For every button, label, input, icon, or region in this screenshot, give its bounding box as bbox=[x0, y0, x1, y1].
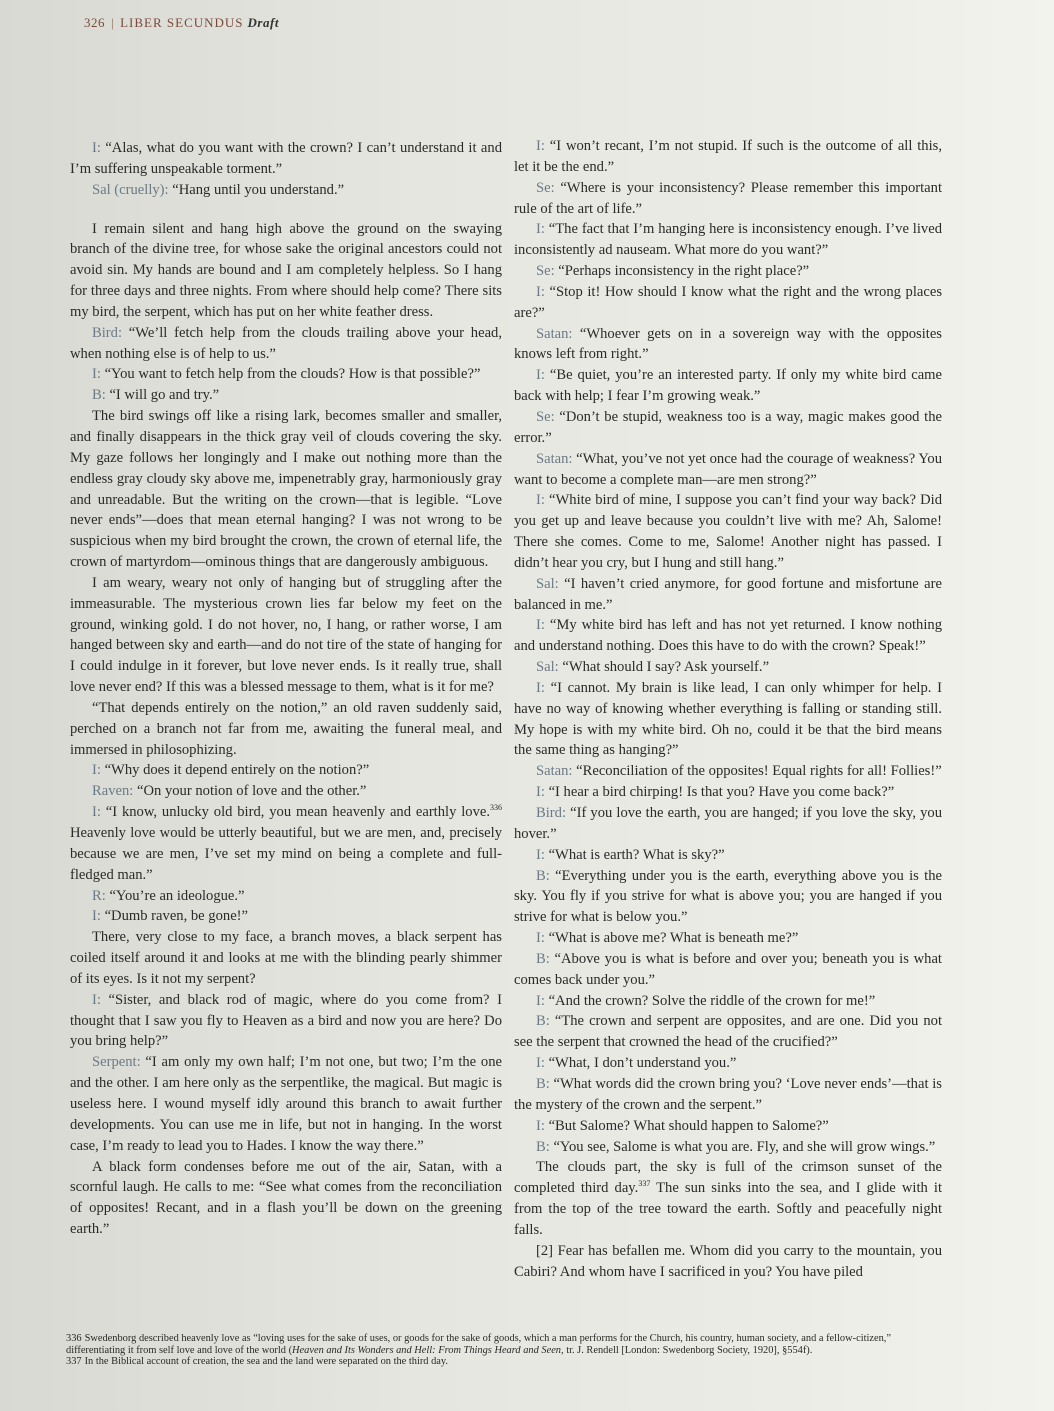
paragraph bbox=[514, 928, 942, 949]
paragraph-text: “We’ll fetch help from the clouds trailing above your head, when nothing else is of help to us.” bbox=[70, 324, 502, 362]
speaker-label: B: bbox=[92, 387, 106, 404]
paragraph-text: The clouds part, the sky is full of the crimson sunset of the completed third day. bbox=[514, 1159, 942, 1197]
speaker-label: B: bbox=[536, 1013, 550, 1030]
speaker-label: B: bbox=[536, 867, 550, 884]
paragraph bbox=[514, 761, 942, 782]
paragraph bbox=[514, 657, 942, 678]
paragraph-text: “Stop it! How should I know what the right and the wrong places are?” bbox=[514, 283, 942, 321]
paragraph bbox=[514, 574, 942, 616]
paragraph bbox=[514, 261, 942, 282]
paragraph-text: I remain silent and hang high above the ground on the swaying branch of the divine tree, for whose sake the original ancestors could not avoid sin. My hands are bound and I am completely helpless. So I hang for three days and three nights. From where should help come? There sits my bird, the serpent, which has put on her white feather dress. bbox=[70, 220, 502, 320]
paragraph bbox=[70, 990, 502, 1053]
paragraph-text: There, very close to my face, a branch moves, a black serpent has coiled itself around it and looks at me with the blinding pearly shimmer of its eyes. Is it not my serpent? bbox=[70, 929, 502, 987]
footnote-reference: 336 bbox=[490, 803, 502, 813]
speaker-label: I: bbox=[92, 762, 101, 779]
paragraph-text: “Perhaps inconsistency in the right place?” bbox=[554, 263, 810, 280]
paragraph bbox=[514, 866, 942, 929]
speaker-label: I: bbox=[536, 1055, 545, 1072]
paragraph-text: “The fact that I’m hanging here is inconsistency enough. I’ve lived inconsistently ad nauseam. What more do you want?” bbox=[514, 221, 942, 259]
speaker-label: B: bbox=[536, 1075, 550, 1092]
draft-label: Draft bbox=[247, 15, 279, 30]
footnote-text: Swedenborg described heavenly love as “loving uses for the sake of uses, or goods for the sake of goods, which a man performs for the Church, his country, human society, and a fellow-citizen,” differentiating it from self love and love of the world ( bbox=[66, 1333, 891, 1356]
paragraph-text: “What should I say? Ask yourself.” bbox=[558, 659, 770, 676]
footnote-book-title: Heaven and Its Wonders and Hell: From Things Heard and Seen bbox=[292, 1344, 561, 1356]
paragraph-text: “But Salome? What should happen to Salome?” bbox=[544, 1117, 829, 1134]
paragraph-text: “What is above me? What is beneath me?” bbox=[544, 930, 799, 947]
paragraph bbox=[514, 845, 942, 866]
speaker-label: Sal: bbox=[536, 575, 559, 592]
paragraph bbox=[70, 406, 502, 573]
speaker-label: B: bbox=[536, 950, 550, 967]
paragraph bbox=[70, 573, 502, 698]
speaker-label: I: bbox=[536, 679, 545, 696]
speaker-label: I: bbox=[536, 492, 545, 509]
paragraph-text: “What words did the crown bring you? ‘Love never ends’—that is the mystery of the crown and the serpent.” bbox=[514, 1075, 942, 1113]
paragraph bbox=[70, 906, 502, 927]
paragraph bbox=[514, 365, 942, 407]
paragraph-text: [2] Fear has befallen me. Whom did you carry to the mountain, you Cabiri? And whom have I sacrificed in you? You have piled bbox=[514, 1242, 942, 1280]
paragraph-text: “What, I don’t understand you.” bbox=[544, 1055, 737, 1072]
paragraph-text: “Everything under you is the earth, everything above you is the sky. You fly if you strive for what is above you; you are hanged if you strive for what is below you.” bbox=[514, 867, 942, 926]
paragraph-text: “Above you is what is before and over you; beneath you is what comes back under you.” bbox=[514, 950, 942, 988]
speaker-label: I: bbox=[536, 1117, 545, 1134]
footnote-number: 337 bbox=[66, 1356, 82, 1367]
paragraph-text: “You see, Salome is what you are. Fly, and she will grow wings.” bbox=[549, 1138, 936, 1155]
footnote-336 bbox=[66, 1333, 946, 1356]
paragraph bbox=[514, 1137, 942, 1158]
paragraph bbox=[70, 1157, 502, 1240]
book-title: LIBER SECUNDUS bbox=[120, 15, 244, 30]
speaker-label: I: bbox=[92, 140, 101, 156]
speaker-label: I: bbox=[536, 617, 545, 634]
speaker-label: Satan: bbox=[536, 763, 573, 780]
paragraph bbox=[514, 1241, 942, 1283]
paragraph-text: “I know, unlucky old bird, you mean heavenly and earthly love. bbox=[100, 804, 490, 821]
paragraph-text: “Dumb raven, be gone!” bbox=[100, 908, 249, 925]
paragraph bbox=[514, 1116, 942, 1137]
paragraph-text: “Alas, what do you want with the crown? I can’t understand it and I’m suffering unspeakable torment.” bbox=[70, 140, 502, 177]
paragraph bbox=[514, 803, 942, 845]
paragraph-text: “You want to fetch help from the clouds? How is that possible?” bbox=[100, 366, 481, 383]
speaker-label: I: bbox=[536, 784, 545, 801]
paragraph bbox=[514, 407, 942, 449]
paragraph bbox=[70, 219, 502, 323]
speaker-label: Raven: bbox=[92, 783, 134, 800]
right-text-column bbox=[514, 136, 942, 1282]
paragraph bbox=[514, 1157, 942, 1240]
paragraph-text: A black form condenses before me out of the air, Satan, with a scornful laugh. He calls to me: “See what comes from the reconciliation of opposites! Recant, and in a flash you’ll be down on the greening earth.” bbox=[70, 1158, 502, 1238]
paragraph bbox=[514, 282, 942, 324]
speaker-label: I: bbox=[536, 221, 545, 238]
paragraph bbox=[70, 138, 502, 180]
speaker-label: Serpent: bbox=[92, 1054, 141, 1071]
paragraph bbox=[514, 136, 942, 178]
paragraph-text: “Where is your inconsistency? Please remember this important rule of the art of life.” bbox=[514, 179, 942, 217]
speaker-label: Bird: bbox=[536, 805, 566, 821]
speaker-label: R: bbox=[92, 887, 106, 904]
paragraph-text: “I won’t recant, I’m not stupid. If such is the outcome of all this, let it be the end.” bbox=[514, 138, 942, 175]
speaker-label: Se: bbox=[536, 408, 555, 425]
speaker-label: I: bbox=[536, 283, 545, 300]
paragraph bbox=[514, 324, 942, 366]
footnotes bbox=[66, 1333, 946, 1368]
left-text-column bbox=[70, 138, 502, 1240]
footnote-reference: 337 bbox=[638, 1179, 651, 1189]
paragraph-text: “The crown and serpent are opposites, and are one. Did you not see the serpent that crowned the head of the crucified?” bbox=[514, 1013, 942, 1051]
speaker-label: Sal (cruelly): bbox=[92, 181, 169, 198]
paragraph-text-cont: The sun sinks into the sea, and I glide with it from the top of the tree toward the earth. Softly and peacefully night falls. bbox=[514, 1180, 942, 1238]
paragraph bbox=[70, 385, 502, 406]
paragraph-text: “Hang until you understand.” bbox=[168, 181, 345, 198]
paragraph bbox=[70, 802, 502, 885]
speaker-label: Satan: bbox=[536, 325, 573, 342]
speaker-label: I: bbox=[536, 138, 545, 154]
paragraph-text-cont: Heavenly love would be utterly beautiful, but we are men, and, precisely because we are men, I’ve set my mind on being a complete and full-fledged man.” bbox=[70, 825, 502, 883]
paragraph-text: “On your notion of love and the other.” bbox=[133, 783, 367, 800]
speaker-label: Se: bbox=[536, 179, 555, 196]
paragraph-text: “I will go and try.” bbox=[105, 387, 220, 404]
speaker-label: I: bbox=[536, 846, 545, 863]
paragraph-text: “White bird of mine, I suppose you can’t find your way back? Did you get up and leave because you couldn’t live with me? Ah, Salome! There she comes. Come to me, Salome! Another night has passed. I didn’t hear you cry, but I hung and still hang.” bbox=[514, 492, 942, 571]
paragraph-text: “And the crown? Solve the riddle of the crown for me!” bbox=[544, 992, 876, 1009]
speaker-label: I: bbox=[92, 991, 101, 1008]
paragraph bbox=[70, 760, 502, 781]
paragraph-text: “Be quiet, you’re an interested party. If only my white bird came back with help; I fear I’m growing weak.” bbox=[514, 367, 942, 405]
page-number: 326 bbox=[84, 15, 105, 30]
paragraph-text: “I haven’t cried anymore, for good fortune and misfortune are balanced in me.” bbox=[514, 575, 942, 613]
speaker-label: Satan: bbox=[536, 450, 573, 467]
paragraph-text: “That depends entirely on the notion,” an old raven suddenly said, perched on a branch not far from me, awaiting the funeral meal, and immersed in philosophizing. bbox=[70, 699, 502, 758]
paragraph bbox=[514, 949, 942, 991]
paragraph bbox=[70, 323, 502, 365]
paragraph bbox=[70, 927, 502, 990]
paragraph bbox=[70, 1052, 502, 1156]
paragraph-text: “You’re an ideologue.” bbox=[105, 887, 245, 904]
header-separator: | bbox=[111, 15, 115, 30]
paragraph bbox=[514, 219, 942, 261]
paragraph-text: “I am only my own half; I’m not one, but two; I’m the one and the other. I am here only as the serpentlike, the magical. But magic is useless here. I wound myself idly around this branch to await further developments. You can use me in life, but not in hanging. In the worst case, I’m ready to lead you to Hades. I know the way there.” bbox=[70, 1054, 502, 1154]
paragraph bbox=[70, 364, 502, 385]
speaker-label: B: bbox=[536, 1138, 550, 1155]
paragraph bbox=[514, 178, 942, 220]
footnote-337 bbox=[66, 1356, 946, 1368]
paragraph-text: “My white bird has left and has not yet returned. I know nothing and understand nothing. Does this have to do with the crown? Speak!” bbox=[514, 617, 942, 655]
speaker-label: I: bbox=[92, 804, 101, 821]
paragraph-text: “What is earth? What is sky?” bbox=[544, 846, 725, 863]
paragraph bbox=[514, 449, 942, 491]
footnote-text: In the Biblical account of creation, the sea and the land were separated on the third day. bbox=[84, 1356, 449, 1367]
speaker-label: I: bbox=[536, 992, 545, 1009]
paragraph-text: “Reconciliation of the opposites! Equal rights for all! Follies!” bbox=[572, 763, 942, 780]
speaker-label: I: bbox=[536, 367, 545, 384]
paragraph-text: “Why does it depend entirely on the notion?” bbox=[100, 762, 370, 779]
paragraph bbox=[514, 615, 942, 657]
footnote-number: 336 bbox=[66, 1333, 82, 1344]
paragraph-text: The bird swings off like a rising lark, becomes smaller and smaller, and finally disappears in the thick gray veil of clouds covering the sky. My gaze follows her longingly and I make out nothing more than the endless gray cloudy sky above me, impenetrably gray, harmoniously gray and unreadable. But the writing on the crown—that is legible. “Love never ends”—does that mean eternal hanging? I was not wrong to be suspicious when my bird brought the crown, the crown of eternal life, the crown of martyrdom—ominous things that are dangerously ambiguous. bbox=[70, 408, 502, 571]
running-header bbox=[84, 15, 279, 31]
paragraph bbox=[70, 781, 502, 802]
speaker-label: I: bbox=[536, 930, 545, 947]
paragraph bbox=[70, 886, 502, 907]
paragraph-text: “Don’t be stupid, weakness too is a way, magic makes good the error.” bbox=[514, 408, 942, 446]
paragraph bbox=[70, 698, 502, 761]
paragraph bbox=[514, 1074, 942, 1116]
paragraph bbox=[514, 490, 942, 573]
paragraph-text: “Whoever gets on in a sovereign way with the opposites knows left from right.” bbox=[514, 325, 942, 363]
paragraph-text: “I cannot. My brain is like lead, I can only whimper for help. I have no way of knowing whether everything is falling or standing still. My hope is with my white bird. Oh no, could it be that the bird means the same thing as hanging?” bbox=[514, 679, 942, 759]
speaker-label: Bird: bbox=[92, 324, 122, 341]
speaker-label: Sal: bbox=[536, 659, 559, 676]
paragraph bbox=[514, 782, 942, 803]
speaker-label: I: bbox=[92, 366, 101, 383]
paragraph-text: I am weary, weary not only of hanging but of struggling after the immeasurable. The mysterious crown lies far below my feet on the ground, winking gold. I do not hover, no, I hang, or rather worse, I am hanged between sky and earth—and do not tire of the state of hanging for I could indulge in it forever, but love never ends. Is it really true, shall love never end? If this was a blessed message to them, what is it for me? bbox=[70, 574, 502, 696]
paragraph-text: “What, you’ve not yet once had the courage of weakness? You want to become a complete man—are men strong?” bbox=[514, 450, 942, 488]
paragraph-text: “I hear a bird chirping! Is that you? Have you come back?” bbox=[544, 784, 895, 801]
paragraph bbox=[514, 1011, 942, 1053]
paragraph-text: “Sister, and black rod of magic, where do you come from? I thought that I saw you fly to Heaven as a bird and now you are here? Do you bring help?” bbox=[70, 991, 502, 1050]
paragraph bbox=[514, 678, 942, 761]
footnote-text-cont: , tr. J. Rendell [London: Swedenborg Society, 1920], §554f). bbox=[561, 1344, 813, 1356]
paragraph bbox=[70, 180, 502, 201]
speaker-label: I: bbox=[92, 908, 101, 925]
speaker-label: Se: bbox=[536, 263, 555, 280]
paragraph-text: “If you love the earth, you are hanged; if you love the sky, you hover.” bbox=[514, 805, 942, 842]
paragraph bbox=[514, 991, 942, 1012]
paragraph bbox=[514, 1053, 942, 1074]
